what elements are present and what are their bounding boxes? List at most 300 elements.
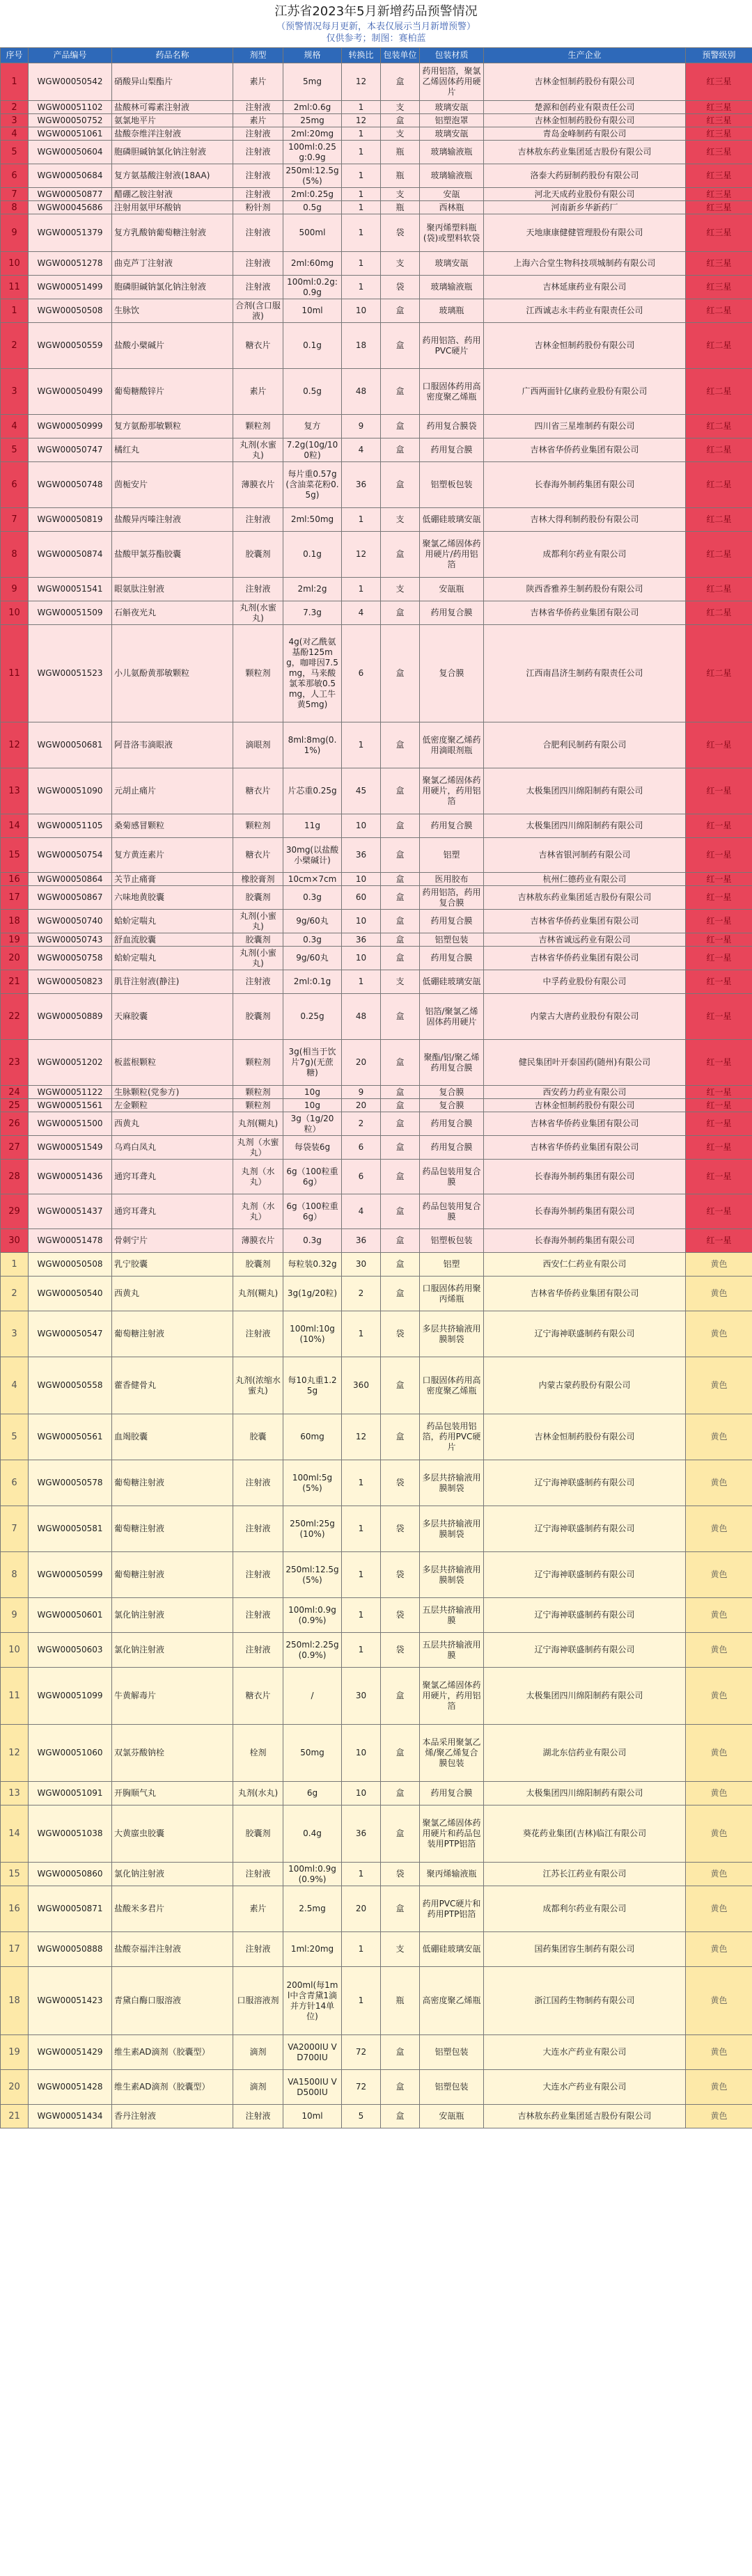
product-code: WGW00050547 (29, 1311, 112, 1357)
warning-level: 黄色 (686, 1668, 752, 1725)
manufacturer: 楚源和创药业有限责任公司 (484, 101, 686, 114)
product-code: WGW00050752 (29, 114, 112, 127)
warning-level: 红二星 (686, 462, 752, 508)
row-index: 18 (1, 1967, 29, 2035)
conversion-ratio: 60 (342, 886, 381, 910)
package-unit: 盒 (381, 1886, 420, 1932)
manufacturer: 中孚药业股份有限公司 (484, 970, 686, 994)
row-index: 5 (1, 1414, 29, 1460)
drug-name: 硝酸异山梨酯片 (112, 63, 233, 101)
specification: 0.1g (283, 532, 342, 578)
dosage-form: 注射液 (233, 1552, 283, 1598)
package-unit: 袋 (381, 276, 420, 299)
col-header: 转换比 (342, 48, 381, 63)
package-unit: 盒 (381, 1725, 420, 1782)
specification: 10g (283, 1086, 342, 1099)
conversion-ratio: 10 (342, 814, 381, 838)
drug-name: 盐酸米多君片 (112, 1886, 233, 1932)
row-index: 12 (1, 722, 29, 768)
conversion-ratio: 10 (342, 873, 381, 886)
specification: 0.1g (283, 323, 342, 369)
package-material: 复合膜 (420, 1086, 484, 1099)
drug-name: 葡萄糖注射液 (112, 1311, 233, 1357)
package-unit: 盒 (381, 994, 420, 1040)
conversion-ratio: 72 (342, 2070, 381, 2105)
col-header: 药品名称 (112, 48, 233, 63)
table-row (1, 838, 752, 873)
drug-name: 关节止痛膏 (112, 873, 233, 886)
manufacturer: 成都利尔药业有限公司 (484, 532, 686, 578)
package-material: 安瓿 (420, 188, 484, 201)
specification: 100ml:0.25g:0.9g (283, 141, 342, 164)
manufacturer: 辽宁海神联盛制药有限公司 (484, 1633, 686, 1668)
dosage-form: 丸剂（水蜜丸） (233, 1136, 283, 1160)
drug-name: 葡萄糖注射液 (112, 1460, 233, 1506)
warning-level: 黄色 (686, 2070, 752, 2105)
product-code: WGW00050603 (29, 1633, 112, 1668)
package-material: 铝塑板包装 (420, 462, 484, 508)
specification: 0.5g (283, 369, 342, 415)
product-code: WGW00050748 (29, 462, 112, 508)
product-code: WGW00050684 (29, 164, 112, 188)
package-material: 药用铝箔，药用复合膜 (420, 886, 484, 910)
warning-level: 红三星 (686, 276, 752, 299)
drug-name: 石斛夜光丸 (112, 601, 233, 625)
table-row (1, 1863, 752, 1886)
conversion-ratio: 36 (342, 462, 381, 508)
specification: 250ml:2.25g(0.9%) (283, 1633, 342, 1668)
dosage-form: 滴剂 (233, 2035, 283, 2070)
conversion-ratio: 1 (342, 1460, 381, 1506)
dosage-form: 糖衣片 (233, 838, 283, 873)
drug-name: 西黄丸 (112, 1277, 233, 1311)
drug-name: 左金颗粒 (112, 1099, 233, 1112)
drug-name: 乳宁胶囊 (112, 1253, 233, 1277)
table-row (1, 886, 752, 910)
row-index: 11 (1, 625, 29, 722)
warning-level: 红二星 (686, 625, 752, 722)
product-code: WGW00050758 (29, 947, 112, 970)
warning-level: 红一星 (686, 768, 752, 814)
specification: 3g（1g/20粒） (283, 1112, 342, 1136)
dosage-form: 丸剂（水丸） (233, 1160, 283, 1194)
specification: 25mg (283, 114, 342, 127)
warning-level: 红一星 (686, 947, 752, 970)
specification: 100ml:0.2g:0.9g (283, 276, 342, 299)
package-material: 五层共挤输液用膜 (420, 1598, 484, 1633)
package-material: 聚丙烯塑料瓶(袋)或塑料软袋 (420, 214, 484, 252)
specification: 3g(1g/20粒) (283, 1277, 342, 1311)
warning-level: 红三星 (686, 141, 752, 164)
manufacturer: 长春海外制药集团有限公司 (484, 1194, 686, 1229)
product-code: WGW00050867 (29, 886, 112, 910)
drug-name: 天麻胶囊 (112, 994, 233, 1040)
manufacturer: 陕西香雅养生制药股份有限公司 (484, 578, 686, 601)
row-index: 1 (1, 1253, 29, 1277)
drug-name: 元胡止痛片 (112, 768, 233, 814)
product-code: WGW00050578 (29, 1460, 112, 1506)
warning-level: 黄色 (686, 1506, 752, 1552)
row-index: 20 (1, 2070, 29, 2105)
manufacturer: 杭州仁德药业有限公司 (484, 873, 686, 886)
drug-name: 西黄丸 (112, 1112, 233, 1136)
package-unit: 盒 (381, 323, 420, 369)
specification: 0.5g (283, 201, 342, 214)
col-header: 包装单位 (381, 48, 420, 63)
package-material: 低硼硅玻璃安瓿 (420, 508, 484, 532)
table-row (1, 933, 752, 947)
product-code: WGW00051549 (29, 1136, 112, 1160)
table-row (1, 625, 752, 722)
package-material: 铝塑包装 (420, 2035, 484, 2070)
row-index: 6 (1, 164, 29, 188)
package-material: 铝塑板包装 (420, 1229, 484, 1253)
package-unit: 盒 (381, 625, 420, 722)
product-code: WGW00050542 (29, 63, 112, 101)
manufacturer: 合肥利民制药有限公司 (484, 722, 686, 768)
drug-name: 眼氨肽注射液 (112, 578, 233, 601)
manufacturer: 河南新乡华新药厂 (484, 201, 686, 214)
conversion-ratio: 1 (342, 276, 381, 299)
package-unit: 盒 (381, 1357, 420, 1414)
package-material: 药用复合膜袋 (420, 415, 484, 438)
col-header: 规格 (283, 48, 342, 63)
row-index: 7 (1, 508, 29, 532)
warning-table (0, 47, 752, 2128)
conversion-ratio: 10 (342, 1725, 381, 1782)
package-material: 铝塑 (420, 1253, 484, 1277)
specification: VA2000IU VD700IU (283, 2035, 342, 2070)
warning-level: 红三星 (686, 201, 752, 214)
package-material: 药用PVC硬片和药用PTP铝箔 (420, 1886, 484, 1932)
specification: 2ml:60mg (283, 252, 342, 276)
package-material: 口服固体药用聚丙烯瓶 (420, 1277, 484, 1311)
specification: 2ml:0.1g (283, 970, 342, 994)
manufacturer: 湖北东信药业有限公司 (484, 1725, 686, 1782)
table-row (1, 1782, 752, 1805)
package-unit: 盒 (381, 814, 420, 838)
table-row (1, 1967, 752, 2035)
row-index: 25 (1, 1099, 29, 1112)
drug-name: 维生素AD滴剂（胶囊型） (112, 2035, 233, 2070)
dosage-form: 丸剂(水蜜丸) (233, 601, 283, 625)
package-material: 低硼硅玻璃安瓿 (420, 1932, 484, 1967)
specification: 每10丸重1.25g (283, 1357, 342, 1414)
product-code: WGW00050874 (29, 532, 112, 578)
specification: 250ml:12.5g(5%) (283, 1552, 342, 1598)
package-material: 聚酯/铝/聚乙烯药用复合膜 (420, 1040, 484, 1086)
conversion-ratio: 1 (342, 970, 381, 994)
package-material: 铝箔/聚氯乙烯固体药用硬片 (420, 994, 484, 1040)
dosage-form: 注射液 (233, 1863, 283, 1886)
product-code: WGW00050558 (29, 1357, 112, 1414)
warning-level: 红三星 (686, 127, 752, 141)
manufacturer: 吉林省华侨药业集团有限公司 (484, 1277, 686, 1311)
manufacturer: 内蒙古大唐药业股份有限公司 (484, 994, 686, 1040)
conversion-ratio: 72 (342, 2035, 381, 2070)
package-material: 西林瓶 (420, 201, 484, 214)
manufacturer: 天地康康健健管理股份有限公司 (484, 214, 686, 252)
package-material: 五层共挤输液用膜 (420, 1633, 484, 1668)
table-row (1, 2035, 752, 2070)
package-material: 药用复合膜 (420, 1112, 484, 1136)
table-row (1, 415, 752, 438)
specification: 11g (283, 814, 342, 838)
dosage-form: 胶囊剂 (233, 886, 283, 910)
table-row (1, 462, 752, 508)
dosage-form: 糖衣片 (233, 323, 283, 369)
table-row (1, 1805, 752, 1863)
table-row (1, 532, 752, 578)
row-index: 2 (1, 323, 29, 369)
package-material: 药用复合膜 (420, 1782, 484, 1805)
package-material: 药用复合膜 (420, 438, 484, 462)
specification: 10ml (283, 2105, 342, 2128)
product-code: WGW00051091 (29, 1782, 112, 1805)
manufacturer: 葵花药业集团(吉林)临江有限公司 (484, 1805, 686, 1863)
drug-name: 氯化钠注射液 (112, 1598, 233, 1633)
manufacturer: 河北天成药业股份有限公司 (484, 188, 686, 201)
product-code: WGW00050871 (29, 1886, 112, 1932)
warning-level: 红二星 (686, 299, 752, 323)
warning-level: 红二星 (686, 601, 752, 625)
specification: 50mg (283, 1725, 342, 1782)
package-material: 多层共挤输液用膜制袋 (420, 1506, 484, 1552)
row-index: 16 (1, 1886, 29, 1932)
drug-name: 双氯芬酸钠栓 (112, 1725, 233, 1782)
package-material: 聚丙烯输液瓶 (420, 1863, 484, 1886)
conversion-ratio: 20 (342, 1099, 381, 1112)
manufacturer: 广西两面针亿康药业股份有限公司 (484, 369, 686, 415)
package-material: 药品包装用铝箔，药用PVC硬片 (420, 1414, 484, 1460)
package-unit: 盒 (381, 1414, 420, 1460)
product-code: WGW00051541 (29, 578, 112, 601)
dosage-form: 薄膜衣片 (233, 462, 283, 508)
dosage-form: 注射液 (233, 214, 283, 252)
specification: 250ml:12.5g(5%) (283, 164, 342, 188)
table-row (1, 63, 752, 101)
package-unit: 盒 (381, 1782, 420, 1805)
product-code: WGW00051500 (29, 1112, 112, 1136)
warning-level: 红一星 (686, 1099, 752, 1112)
warning-level: 黄色 (686, 1863, 752, 1886)
row-index: 10 (1, 252, 29, 276)
package-unit: 支 (381, 578, 420, 601)
dosage-form: 胶囊剂 (233, 532, 283, 578)
drug-name: 藿香健骨丸 (112, 1357, 233, 1414)
row-index: 21 (1, 2105, 29, 2128)
subtitle-credit: 仅供参考；制图：赛柏蓝 (326, 33, 426, 44)
drug-name: 葡萄糖注射液 (112, 1506, 233, 1552)
specification: 100ml:10g(10%) (283, 1311, 342, 1357)
package-material: 药用铝箔，聚氯乙烯固体药用硬片 (420, 63, 484, 101)
table-row (1, 1112, 752, 1136)
row-index: 5 (1, 141, 29, 164)
package-unit: 盒 (381, 1136, 420, 1160)
table-row (1, 1725, 752, 1782)
product-code: WGW00050681 (29, 722, 112, 768)
manufacturer: 吉林敖东药业集团延吉股份有限公司 (484, 886, 686, 910)
package-unit: 盒 (381, 415, 420, 438)
table-row (1, 214, 752, 252)
drug-name: 肌苷注射液(静注) (112, 970, 233, 994)
manufacturer: 吉林金恒制药股份有限公司 (484, 1099, 686, 1112)
manufacturer: 吉林省华侨药业集团有限公司 (484, 1136, 686, 1160)
warning-level: 红二星 (686, 438, 752, 462)
product-code: WGW00051437 (29, 1194, 112, 1229)
table-row (1, 873, 752, 886)
warning-level: 红二星 (686, 323, 752, 369)
warning-level: 红一星 (686, 1086, 752, 1099)
dosage-form: 胶囊剂 (233, 1805, 283, 1863)
specification: 60mg (283, 1414, 342, 1460)
table-row (1, 578, 752, 601)
dosage-form: 注射液 (233, 101, 283, 114)
dosage-form: 丸剂(小蜜丸) (233, 910, 283, 933)
specification: 2ml:0.25g (283, 188, 342, 201)
product-code: WGW00050740 (29, 910, 112, 933)
manufacturer: 吉林敖东药业集团延吉股份有限公司 (484, 2105, 686, 2128)
dosage-form: 糖衣片 (233, 1668, 283, 1725)
dosage-form: 橡胶膏剂 (233, 873, 283, 886)
dosage-form: 素片 (233, 369, 283, 415)
warning-level: 黄色 (686, 1932, 752, 1967)
row-index: 13 (1, 1782, 29, 1805)
dosage-form: 丸剂(糊丸) (233, 1112, 283, 1136)
col-header: 剂型 (233, 48, 283, 63)
row-index: 13 (1, 768, 29, 814)
conversion-ratio: 1 (342, 1506, 381, 1552)
row-index: 3 (1, 369, 29, 415)
table-row (1, 1506, 752, 1552)
dosage-form: 注射液 (233, 1506, 283, 1552)
row-index: 11 (1, 276, 29, 299)
conversion-ratio: 10 (342, 910, 381, 933)
product-code: WGW00050999 (29, 415, 112, 438)
package-unit: 盒 (381, 1112, 420, 1136)
table-row (1, 114, 752, 127)
dosage-form: 素片 (233, 63, 283, 101)
row-index: 16 (1, 873, 29, 886)
conversion-ratio: 1 (342, 508, 381, 532)
drug-name: 盐酸甲氯芬酯胶囊 (112, 532, 233, 578)
drug-name: 盐酸奈福泮注射液 (112, 1932, 233, 1967)
package-material: 复合膜 (420, 625, 484, 722)
table-row (1, 1194, 752, 1229)
drug-name: 盐酸奈维洋注射液 (112, 127, 233, 141)
drug-name: 青黛白酶口服溶液 (112, 1967, 233, 2035)
drug-name: 生脉饮 (112, 299, 233, 323)
conversion-ratio: 4 (342, 438, 381, 462)
table-row (1, 1932, 752, 1967)
drug-name: 六味地黄胶囊 (112, 886, 233, 910)
warning-level: 黄色 (686, 1460, 752, 1506)
product-code: WGW00051423 (29, 1967, 112, 2035)
package-material: 药用复合膜 (420, 814, 484, 838)
table-row (1, 1086, 752, 1099)
package-material: 复合膜 (420, 1099, 484, 1112)
product-code: WGW00050864 (29, 873, 112, 886)
product-code: WGW00051434 (29, 2105, 112, 2128)
warning-level: 黄色 (686, 2035, 752, 2070)
product-code: WGW00051061 (29, 127, 112, 141)
conversion-ratio: 12 (342, 532, 381, 578)
table-row (1, 722, 752, 768)
warning-level: 红一星 (686, 873, 752, 886)
conversion-ratio: 360 (342, 1357, 381, 1414)
table-row (1, 141, 752, 164)
row-index: 4 (1, 415, 29, 438)
table-row (1, 252, 752, 276)
package-unit: 袋 (381, 214, 420, 252)
specification: 30mg(以盐酸小檗碱计) (283, 838, 342, 873)
manufacturer: 吉林大得利制药股份有限公司 (484, 508, 686, 532)
package-unit: 袋 (381, 1863, 420, 1886)
manufacturer: 国药集团容生制药有限公司 (484, 1932, 686, 1967)
row-index: 14 (1, 814, 29, 838)
drug-name: 血竭胶囊 (112, 1414, 233, 1460)
conversion-ratio: 1 (342, 214, 381, 252)
drug-name: 氯化钠注射液 (112, 1633, 233, 1668)
conversion-ratio: 45 (342, 768, 381, 814)
product-code: WGW00045686 (29, 201, 112, 214)
dosage-form: 注射液 (233, 164, 283, 188)
specification: 500ml (283, 214, 342, 252)
row-index: 8 (1, 532, 29, 578)
drug-name: 葡萄糖酸锌片 (112, 369, 233, 415)
conversion-ratio: 1 (342, 1863, 381, 1886)
manufacturer: 西安仁仁药业有限公司 (484, 1253, 686, 1277)
row-index: 17 (1, 886, 29, 910)
table-row (1, 768, 752, 814)
conversion-ratio: 36 (342, 838, 381, 873)
warning-level: 红一星 (686, 1112, 752, 1136)
specification: 4g(对乙酰氨基酚125mg，咖啡因7.5mg，马来酸氯苯那敏0.5mg，人工牛黄5mg) (283, 625, 342, 722)
specification: 2.5mg (283, 1886, 342, 1932)
specification: 0.25g (283, 994, 342, 1040)
specification: 250ml:25g(10%) (283, 1506, 342, 1552)
table-row (1, 101, 752, 114)
specification: 0.3g (283, 933, 342, 947)
package-unit: 盒 (381, 2035, 420, 2070)
package-material: 药用复合膜 (420, 910, 484, 933)
product-code: WGW00050540 (29, 1277, 112, 1311)
warning-level: 黄色 (686, 1253, 752, 1277)
dosage-form: 丸剂（水丸） (233, 1194, 283, 1229)
table-row (1, 1040, 752, 1086)
dosage-form: 滴剂 (233, 2070, 283, 2105)
dosage-form: 注射液 (233, 188, 283, 201)
dosage-form: 注射液 (233, 1311, 283, 1357)
specification: 片芯重0.25g (283, 768, 342, 814)
warning-level: 红一星 (686, 1160, 752, 1194)
drug-name: 胞磷胆碱钠氯化钠注射液 (112, 276, 233, 299)
product-code: WGW00050747 (29, 438, 112, 462)
dosage-form: 素片 (233, 114, 283, 127)
manufacturer: 吉林金恒制药股份有限公司 (484, 63, 686, 101)
package-material: 本品采用聚氯乙烯/聚乙烯复合膜包装 (420, 1725, 484, 1782)
manufacturer: 江苏长江药业有限公司 (484, 1863, 686, 1886)
manufacturer: 长春海外制药集团有限公司 (484, 462, 686, 508)
package-material: 聚氯乙烯固体药用硬片和药品包装用PTP铝箔 (420, 1805, 484, 1863)
drug-name: 通窍耳聋丸 (112, 1160, 233, 1194)
table-row (1, 508, 752, 532)
specification: 2ml:0.6g (283, 101, 342, 114)
package-unit: 袋 (381, 1460, 420, 1506)
drug-name: 茵栀安片 (112, 462, 233, 508)
package-material: 药品包装用复合膜 (420, 1160, 484, 1194)
package-unit: 盒 (381, 768, 420, 814)
